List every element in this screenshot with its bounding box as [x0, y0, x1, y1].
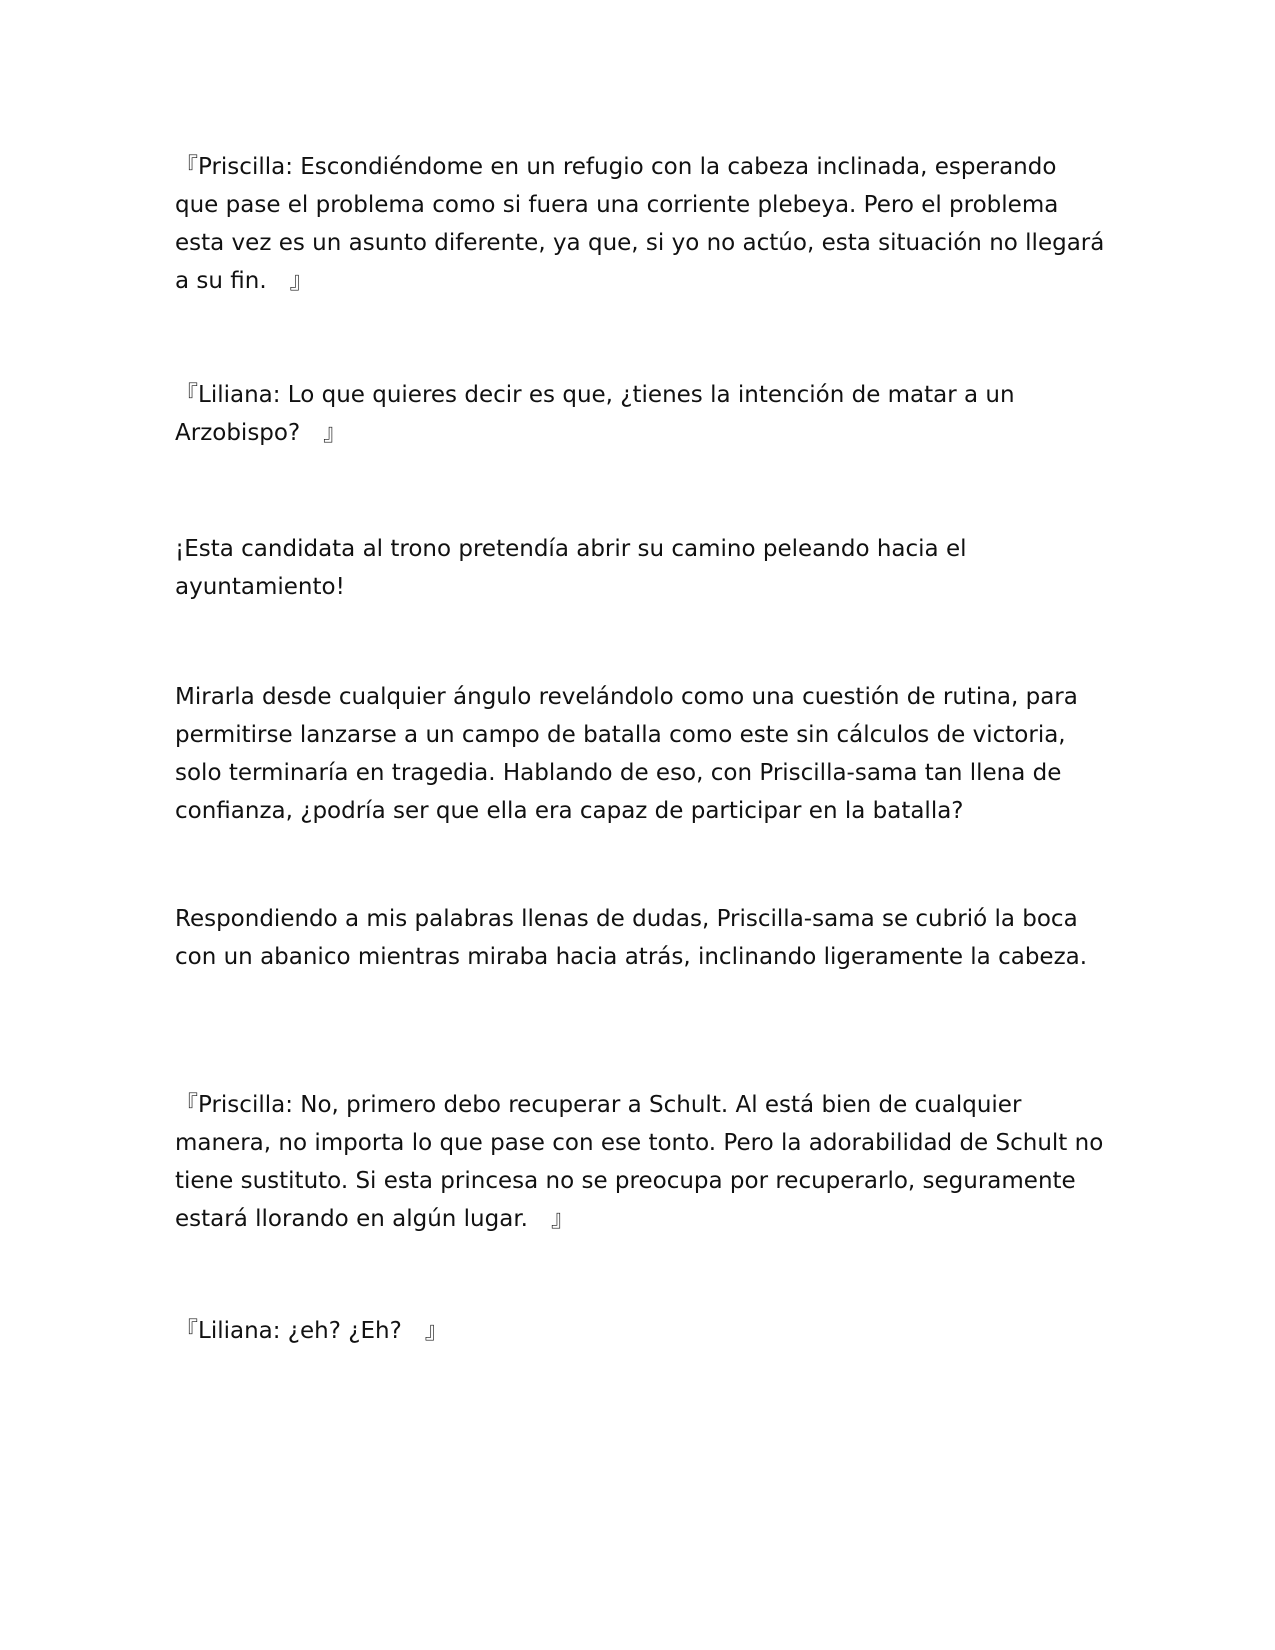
dialogue-paragraph-priscilla: 『Priscilla: No, primero debo recuperar a Schult. Al está bien de cualquier manera, no importa lo que pase con ese tonto. Pero la adorabilidad de Schult no tiene sustituto. Si esta princesa no se preocupa por recuperarlo, seguramente estará llorando en algún lugar. 』: [175, 1092, 1111, 1232]
dialogue-paragraph-liliana: 『Liliana: ¿eh? ¿Eh? 』: [175, 1318, 448, 1344]
dialogue-paragraph-priscilla: 『Priscilla: Escondiéndome en un refugio con la cabeza inclinada, esperando que pase el problema como si fuera una corriente plebeya. Pero el problema esta vez es un asunto diferente, ya que, si yo no actúo, esta situación no llegará a su fin. 』: [175, 154, 1112, 294]
dialogue-paragraph-liliana: 『Liliana: Lo que quieres decir es que, ¿tienes la intención de matar a un Arzobispo? 』: [175, 382, 1022, 446]
narration-paragraph: ¡Esta candidata al trono pretendía abrir su camino peleando hacia el ayuntamiento!: [175, 536, 974, 600]
narration-paragraph: Respondiendo a mis palabras llenas de dudas, Priscilla-sama se cubrió la boca con un abanico mientras miraba hacia atrás, inclinando ligeramente la cabeza.: [175, 906, 1088, 970]
narration-paragraph: Mirarla desde cualquier ángulo revelándolo como una cuestión de rutina, para permitirse lanzarse a un campo de batalla como este sin cálculos de victoria, solo terminaría en tragedia. Hablando de eso, con Priscilla-sama tan llena de confianza, ¿podría ser que ella era capaz de participar en la batalla?: [175, 684, 1086, 824]
